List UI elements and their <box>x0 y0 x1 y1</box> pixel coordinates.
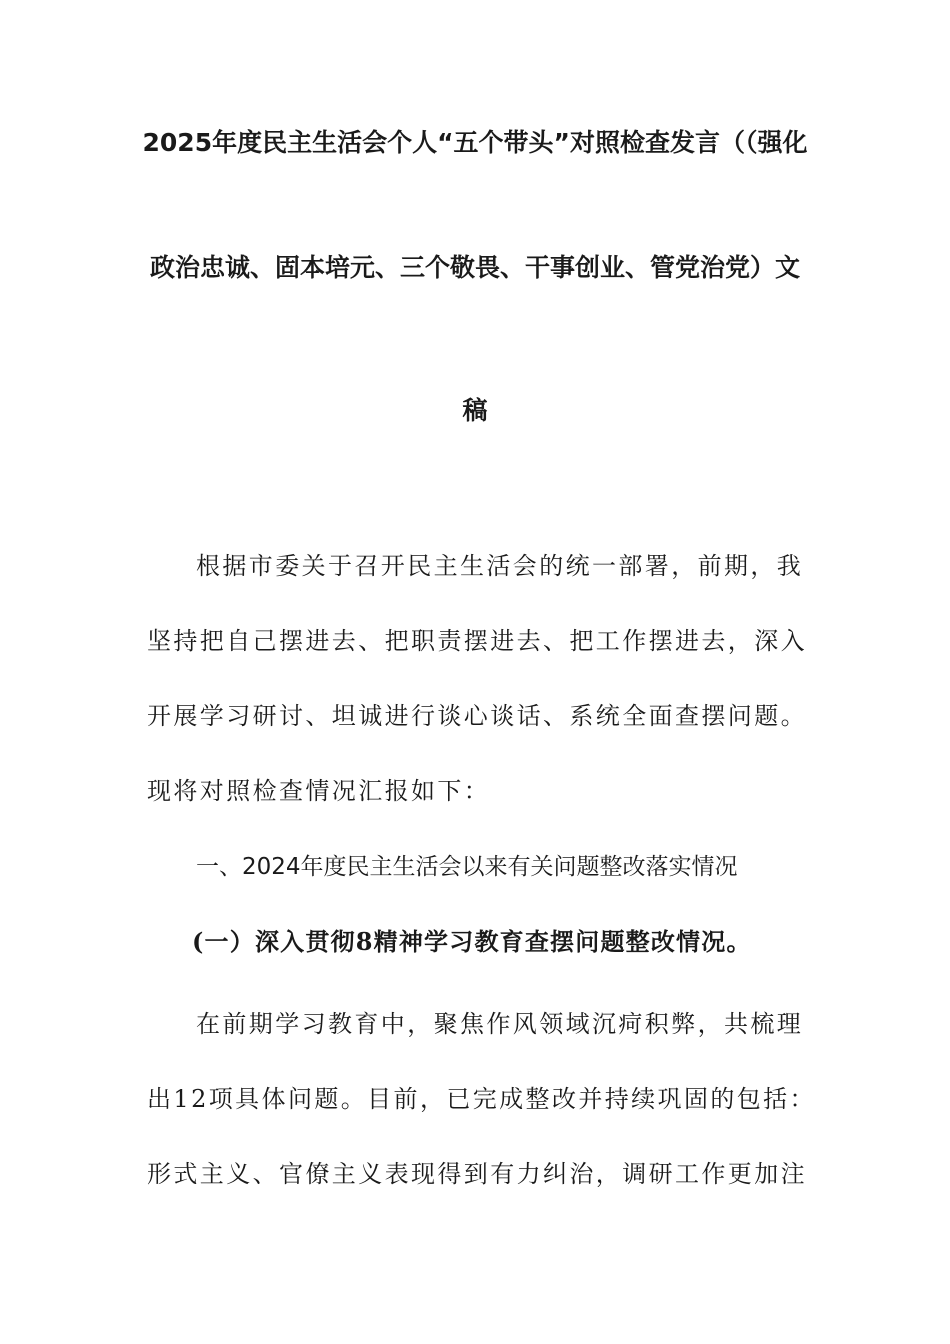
intro-paragraph-line-1: 根据市委关于召开民主生活会的统一部署，前期，我 <box>196 552 804 580</box>
document-title-line-2: 政治忠诚、固本培元、三个敬畏、干事创业、管党治党）文 <box>149 253 800 282</box>
document-title-line-3: 稿 <box>462 396 488 425</box>
section-heading: 一、2024年度民主生活会以来有关问题整改落实情况 <box>196 854 738 880</box>
intro-paragraph-line-4: 现将对照检查情况汇报如下： <box>147 777 491 805</box>
document-title-line-1: 2025年度民主生活会个人“五个带头”对照检查发言（（强化 <box>142 128 808 157</box>
intro-paragraph-line-3: 开展学习研讨、坦诚进行谈心谈话、系统全面查摆问题。 <box>147 702 807 730</box>
subsection-heading: (一）深入贯彻8精神学习教育查摆问题整改情况。 <box>192 927 752 956</box>
paragraph-2-line-1: 在前期学习教育中，聚焦作风领域沉疴积弊，共梳理 <box>196 1010 804 1038</box>
paragraph-2-line-2: 出12项具体问题。目前，已完成整改并持续巩固的包括： <box>147 1085 816 1113</box>
intro-paragraph-line-2: 坚持把自己摆进去、把职责摆进去、把工作摆进去，深入 <box>147 627 807 655</box>
paragraph-2-line-3: 形式主义、官僚主义表现得到有力纠治，调研工作更加注 <box>147 1160 807 1188</box>
